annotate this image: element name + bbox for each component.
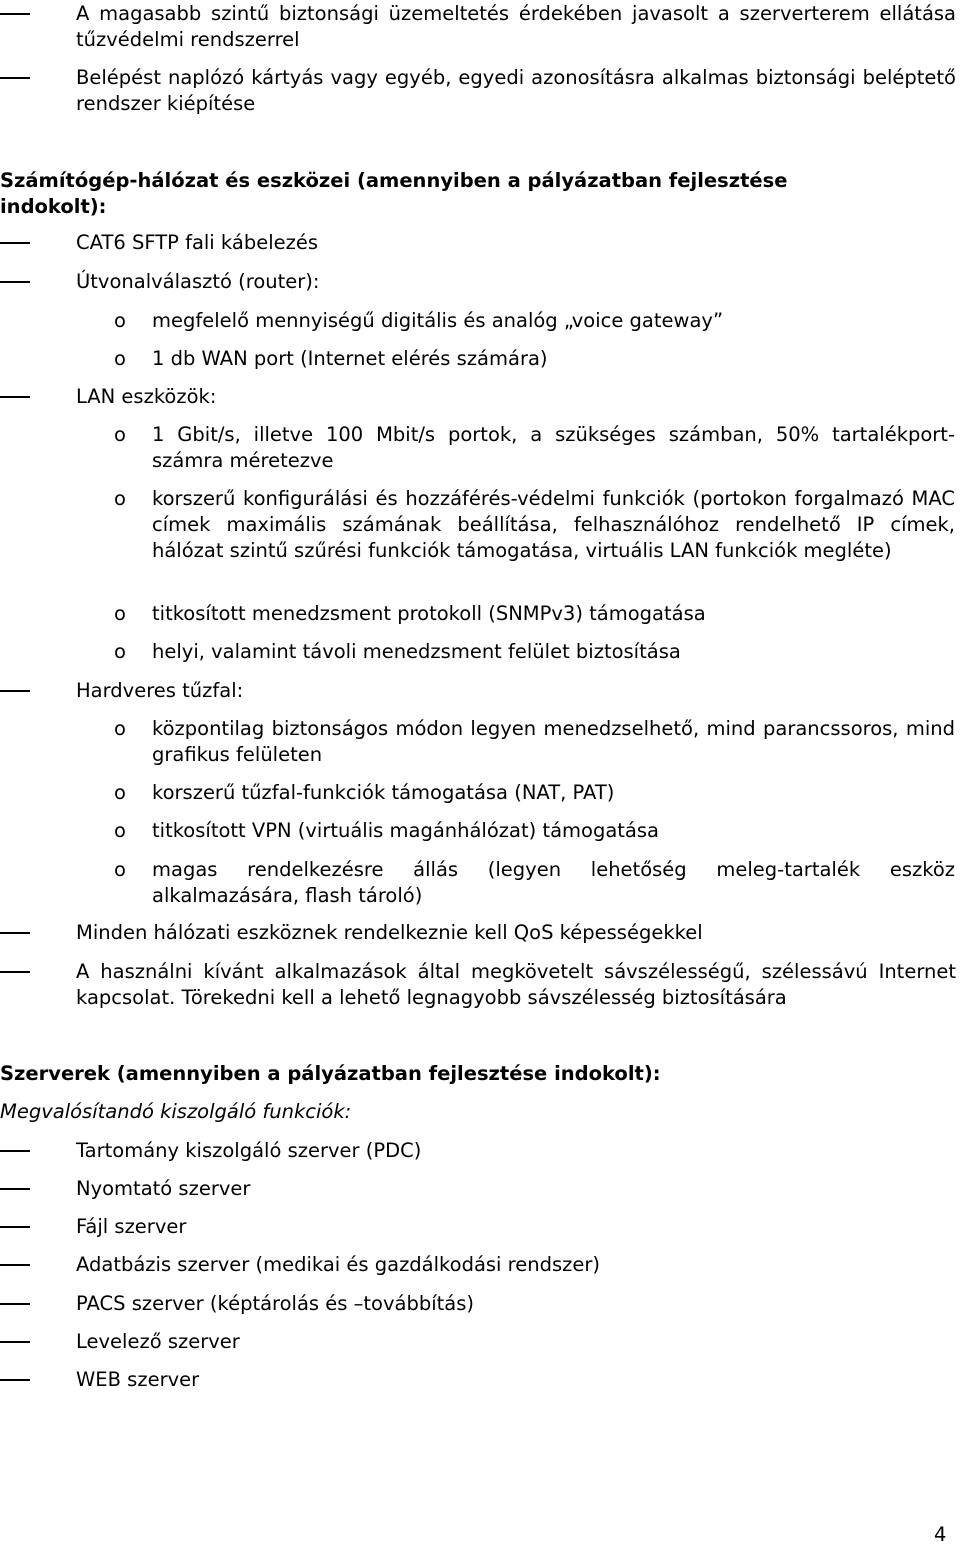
sub-list-item-text: korszerű tűzfal-funkciók támogatása (NAT, PAT): [152, 781, 615, 804]
dash-bullet-icon: [0, 1379, 30, 1381]
sub-list-item-text: központilag biztonságos módon legyen menedzselhető, mind parancssoros, mind grafikus felületen: [152, 717, 955, 766]
dash-bullet-icon: [0, 932, 30, 934]
dash-bullet-icon: [0, 281, 30, 283]
list-item-text: Adatbázis szerver (medikai és gazdálkodási rendszer): [76, 1253, 601, 1276]
list-item-text: LAN eszközök:: [76, 385, 217, 408]
sub-list-item-text: titkosított VPN (virtuális magánhálózat) támogatása: [152, 819, 659, 842]
list-item-text: Minden hálózati eszköznek rendelkeznie kell QoS képességekkel: [76, 921, 703, 944]
sub-list-item-text: korszerű konfigurálási és hozzáférés-védelmi funkciók (portokon forgalmazó MAC címek maximális számának beállítása, felhasználóhoz rendelhető IP címek, hálózat szintű szűrési funkciók támogatása, virtuális LAN funkciók megléte): [152, 487, 955, 562]
dash-bullet-icon: [0, 1264, 30, 1266]
list-item-text: Fájl szerver: [76, 1215, 187, 1238]
circle-bullet-icon: o: [114, 423, 126, 446]
sub-list-item-text: 1 db WAN port (Internet elérés számára): [152, 347, 548, 370]
dash-bullet-icon: [0, 1303, 30, 1305]
dash-bullet-icon: [0, 242, 30, 244]
circle-bullet-icon: o: [114, 858, 126, 881]
circle-bullet-icon: o: [114, 717, 126, 740]
page-number: 4: [934, 1523, 947, 1546]
list-item-text: A magasabb szintű biztonsági üzemeltetés érdekében javasolt a szerverterem ellátása tűzvédelmi rendszerrel: [76, 2, 956, 51]
dash-bullet-icon: [0, 13, 30, 15]
list-item-text: Tartomány kiszolgáló szerver (PDC): [76, 1139, 422, 1162]
dash-bullet-icon: [0, 396, 30, 398]
circle-bullet-icon: o: [114, 640, 126, 663]
dash-bullet-icon: [0, 1341, 30, 1343]
sub-list-item-text: magas rendelkezésre állás (legyen lehetőség meleg-tartalék eszköz alkalmazására, flash tároló): [152, 858, 955, 907]
circle-bullet-icon: o: [114, 819, 126, 842]
list-item-text: Levelező szerver: [76, 1330, 240, 1353]
dash-bullet-icon: [0, 1226, 30, 1228]
servers-heading: Szerverek (amennyiben a pályázatban fejlesztése indokolt):: [0, 1062, 661, 1085]
list-item-text: Nyomtató szerver: [76, 1177, 251, 1200]
list-item-text: A használni kívánt alkalmazások által megkövetelt sávszélességű, szélessávú Internet kapcsolat. Törekedni kell a lehető legnagyobb sávszélesség biztosítására: [76, 960, 956, 1009]
circle-bullet-icon: o: [114, 309, 126, 332]
circle-bullet-icon: o: [114, 347, 126, 370]
sub-list-item-text: titkosított menedzsment protokoll (SNMPv3) támogatása: [152, 602, 706, 625]
list-item-text: Belépést naplózó kártyás vagy egyéb, egyedi azonosításra alkalmas biztonsági beléptető rendszer kiépítése: [76, 66, 956, 115]
list-item-text: WEB szerver: [76, 1368, 200, 1391]
dash-bullet-icon: [0, 971, 30, 973]
list-item-text: Hardveres tűzfal:: [76, 679, 244, 702]
dash-bullet-icon: [0, 690, 30, 692]
circle-bullet-icon: o: [114, 602, 126, 625]
list-item-text: PACS szerver (képtárolás és –továbbítás): [76, 1292, 474, 1315]
dash-bullet-icon: [0, 77, 30, 79]
list-item-text: Útvonalválasztó (router):: [76, 270, 320, 293]
network-heading: Számítógép-hálózat és eszközei (amennyiben a pályázatban fejlesztése indokolt):: [0, 169, 788, 218]
list-item-text: CAT6 SFTP fali kábelezés: [76, 231, 319, 254]
sub-list-item-text: 1 Gbit/s, illetve 100 Mbit/s portok, a szükséges számban, 50% tartalékport-számra méretezve: [152, 423, 955, 472]
dash-bullet-icon: [0, 1150, 30, 1152]
circle-bullet-icon: o: [114, 781, 126, 804]
servers-subheading: Megvalósítandó kiszolgáló funkciók:: [0, 1100, 352, 1123]
sub-list-item-text: megfelelő mennyiségű digitális és analóg „voice gateway”: [152, 309, 724, 332]
dash-bullet-icon: [0, 1188, 30, 1190]
circle-bullet-icon: o: [114, 487, 126, 510]
sub-list-item-text: helyi, valamint távoli menedzsment felület biztosítása: [152, 640, 681, 663]
